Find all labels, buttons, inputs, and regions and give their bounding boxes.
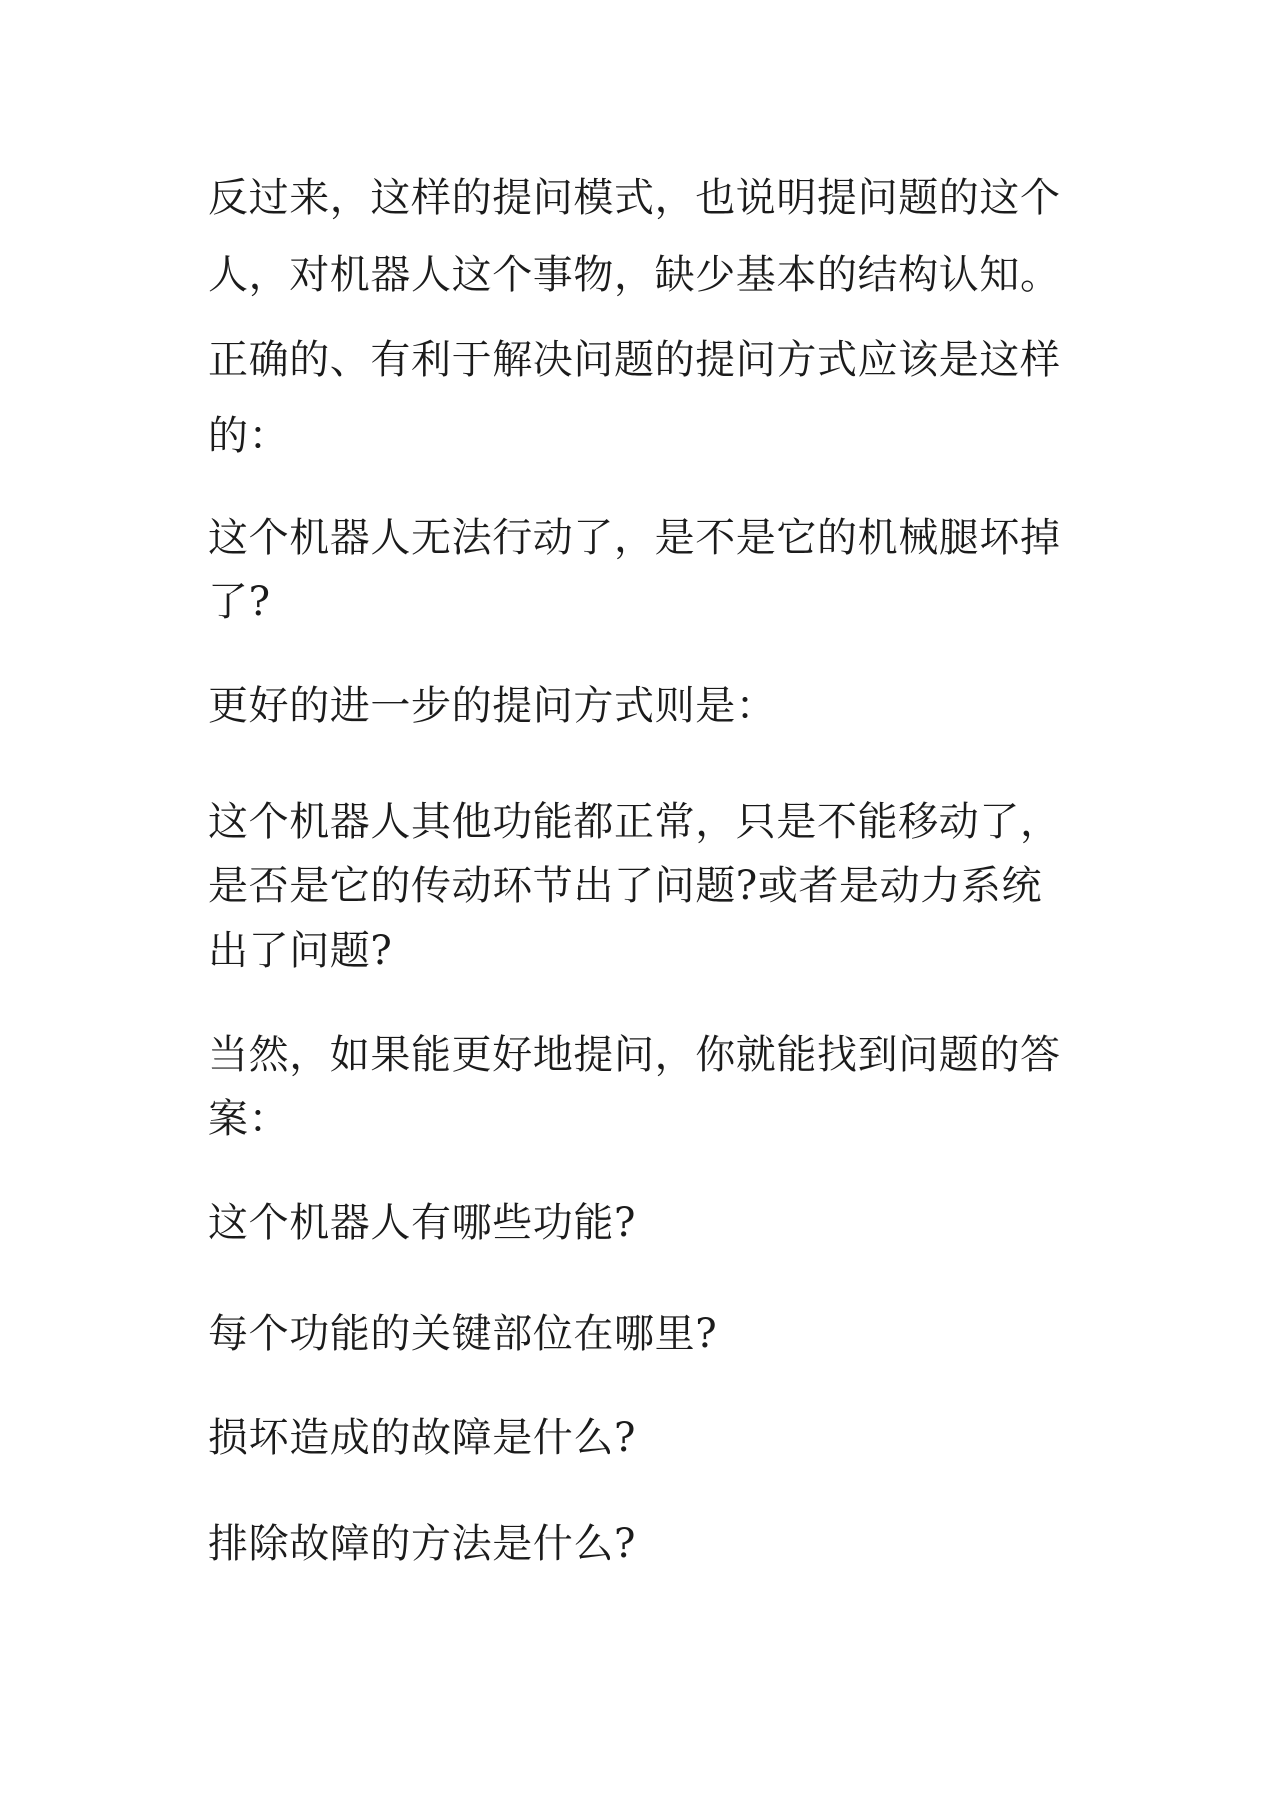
text-line: 反过来，这样的提问模式，也说明提问题的这个: [208, 175, 1061, 221]
text-line: 损坏造成的故障是什么?: [208, 1415, 637, 1461]
text-line: 出了问题?: [208, 928, 393, 974]
text-line: 是否是它的传动环节出了问题?或者是动力系统: [208, 863, 1043, 909]
text-line: 这个机器人有哪些功能?: [208, 1200, 637, 1246]
text-line: 排除故障的方法是什么?: [208, 1521, 637, 1567]
text-line: 这个机器人其他功能都正常，只是不能移动了，: [208, 799, 1061, 845]
text-line: 的：: [208, 413, 290, 459]
text-line: 当然，如果能更好地提问，你就能找到问题的答: [208, 1032, 1061, 1078]
text-line: 正确的、有利于解决问题的提问方式应该是这样: [208, 337, 1061, 383]
text-line: 了?: [208, 579, 271, 625]
text-line: 人，对机器人这个事物，缺少基本的结构认知。: [208, 252, 1061, 298]
text-line: 更好的进一步的提问方式则是：: [208, 683, 777, 729]
text-line: 每个功能的关键部位在哪里?: [208, 1311, 718, 1357]
text-line: 案：: [208, 1096, 290, 1142]
text-line: 这个机器人无法行动了，是不是它的机械腿坏掉: [208, 515, 1061, 561]
